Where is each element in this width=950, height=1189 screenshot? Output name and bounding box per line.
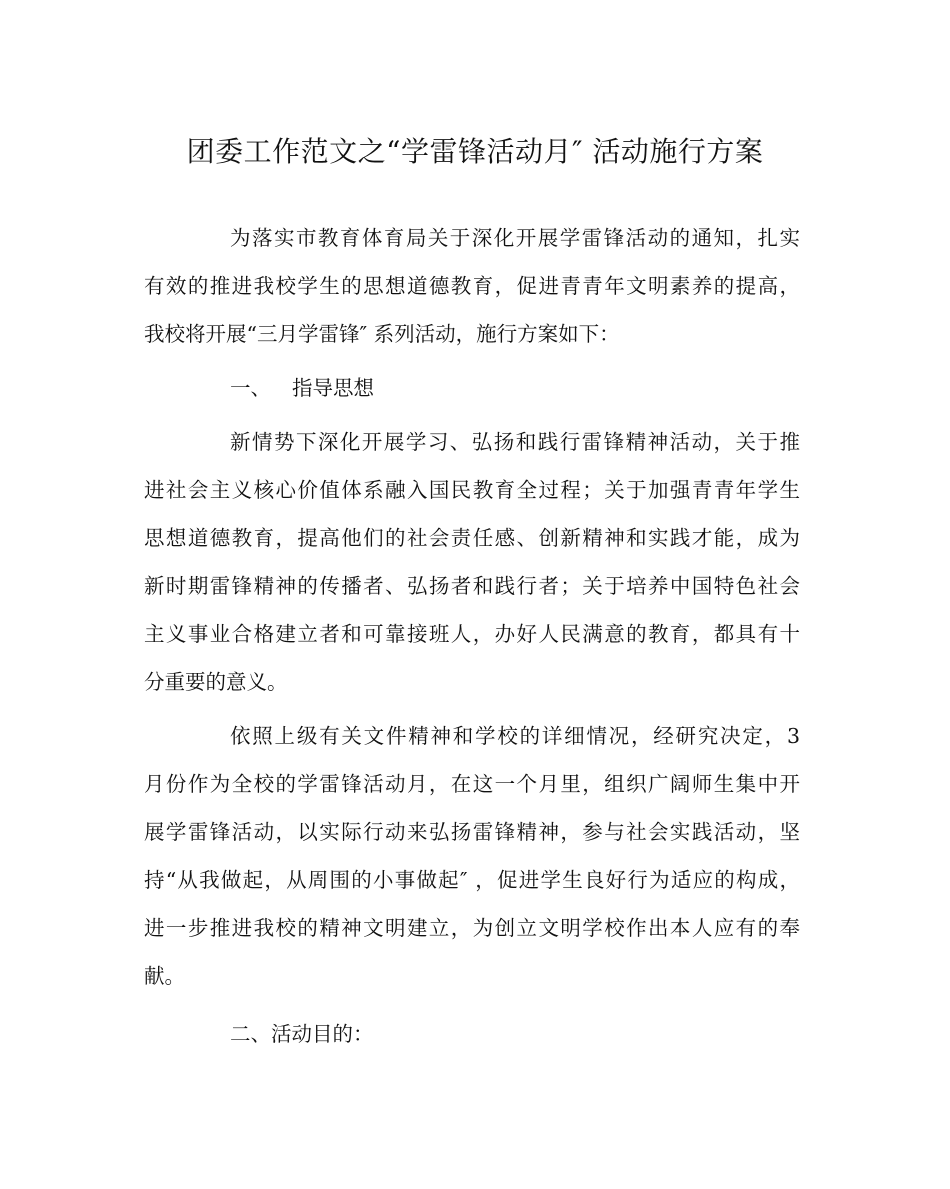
decision-paragraph [144,712,800,1000]
paragraph-line: 有效的推进我校学生的思想道德教育，促进青青年文明素养的提高， [144,274,800,298]
section-heading-text: 指导思想 [292,376,374,400]
section-heading-guiding-ideology [144,364,800,412]
guiding-ideology-paragraph [144,418,800,706]
paragraph-line: 新情势下深化开展学习、弘扬和践行雷锋精神活动，关于推 [230,430,800,454]
section-number: 一、 [230,376,271,400]
paragraph-line: 主义事业合格建立者和可靠接班人，办好人民满意的教育，都具有十 [144,622,800,646]
paragraph-line: 献。 [144,964,185,988]
paragraph-line: 月份作为全校的学雷锋活动月，在这一个月里，组织广阔师生集中开 [144,772,800,796]
intro-paragraph [144,214,800,358]
section-heading-activity-purpose: 二、活动目的： [230,1022,374,1046]
paragraph-line: 我校将开展“三月学雷锋″ 系列活动，施行方案如下： [144,322,620,346]
paragraph-line: 进社会主义核心价值体系融入国民教育全过程；关于加强青青年学生 [144,478,800,502]
paragraph-line: 展学雷锋活动，以实际行动来弘扬雷锋精神，参与社会实践活动，坚 [144,820,800,844]
paragraph-line: 分重要的意义。 [144,670,288,694]
paragraph-line: 进一步推进我校的精神文明建立，为创立文明学校作出本人应有的奉 [144,916,800,940]
document-body [144,214,800,1058]
paragraph-line: 持“从我做起，从周围的小事做起″ ，促进学生良好行为适应的构成， [144,868,800,892]
paragraph-line: 为落实市教育体育局关于深化开展学雷锋活动的通知，扎实 [230,226,800,250]
paragraph-line: 依照上级有关文件精神和学校的详细情况，经研究决定，3 [230,724,800,748]
paragraph-line: 新时期雷锋精神的传播者、弘扬者和践行者；关于培养中国特色社会 [144,574,800,598]
paragraph-line: 思想道德教育，提高他们的社会责任感、创新精神和实践才能，成为 [144,526,800,550]
document-title: 团委工作范文之“学雷锋活动月″ 活动施行方案 [186,135,764,168]
